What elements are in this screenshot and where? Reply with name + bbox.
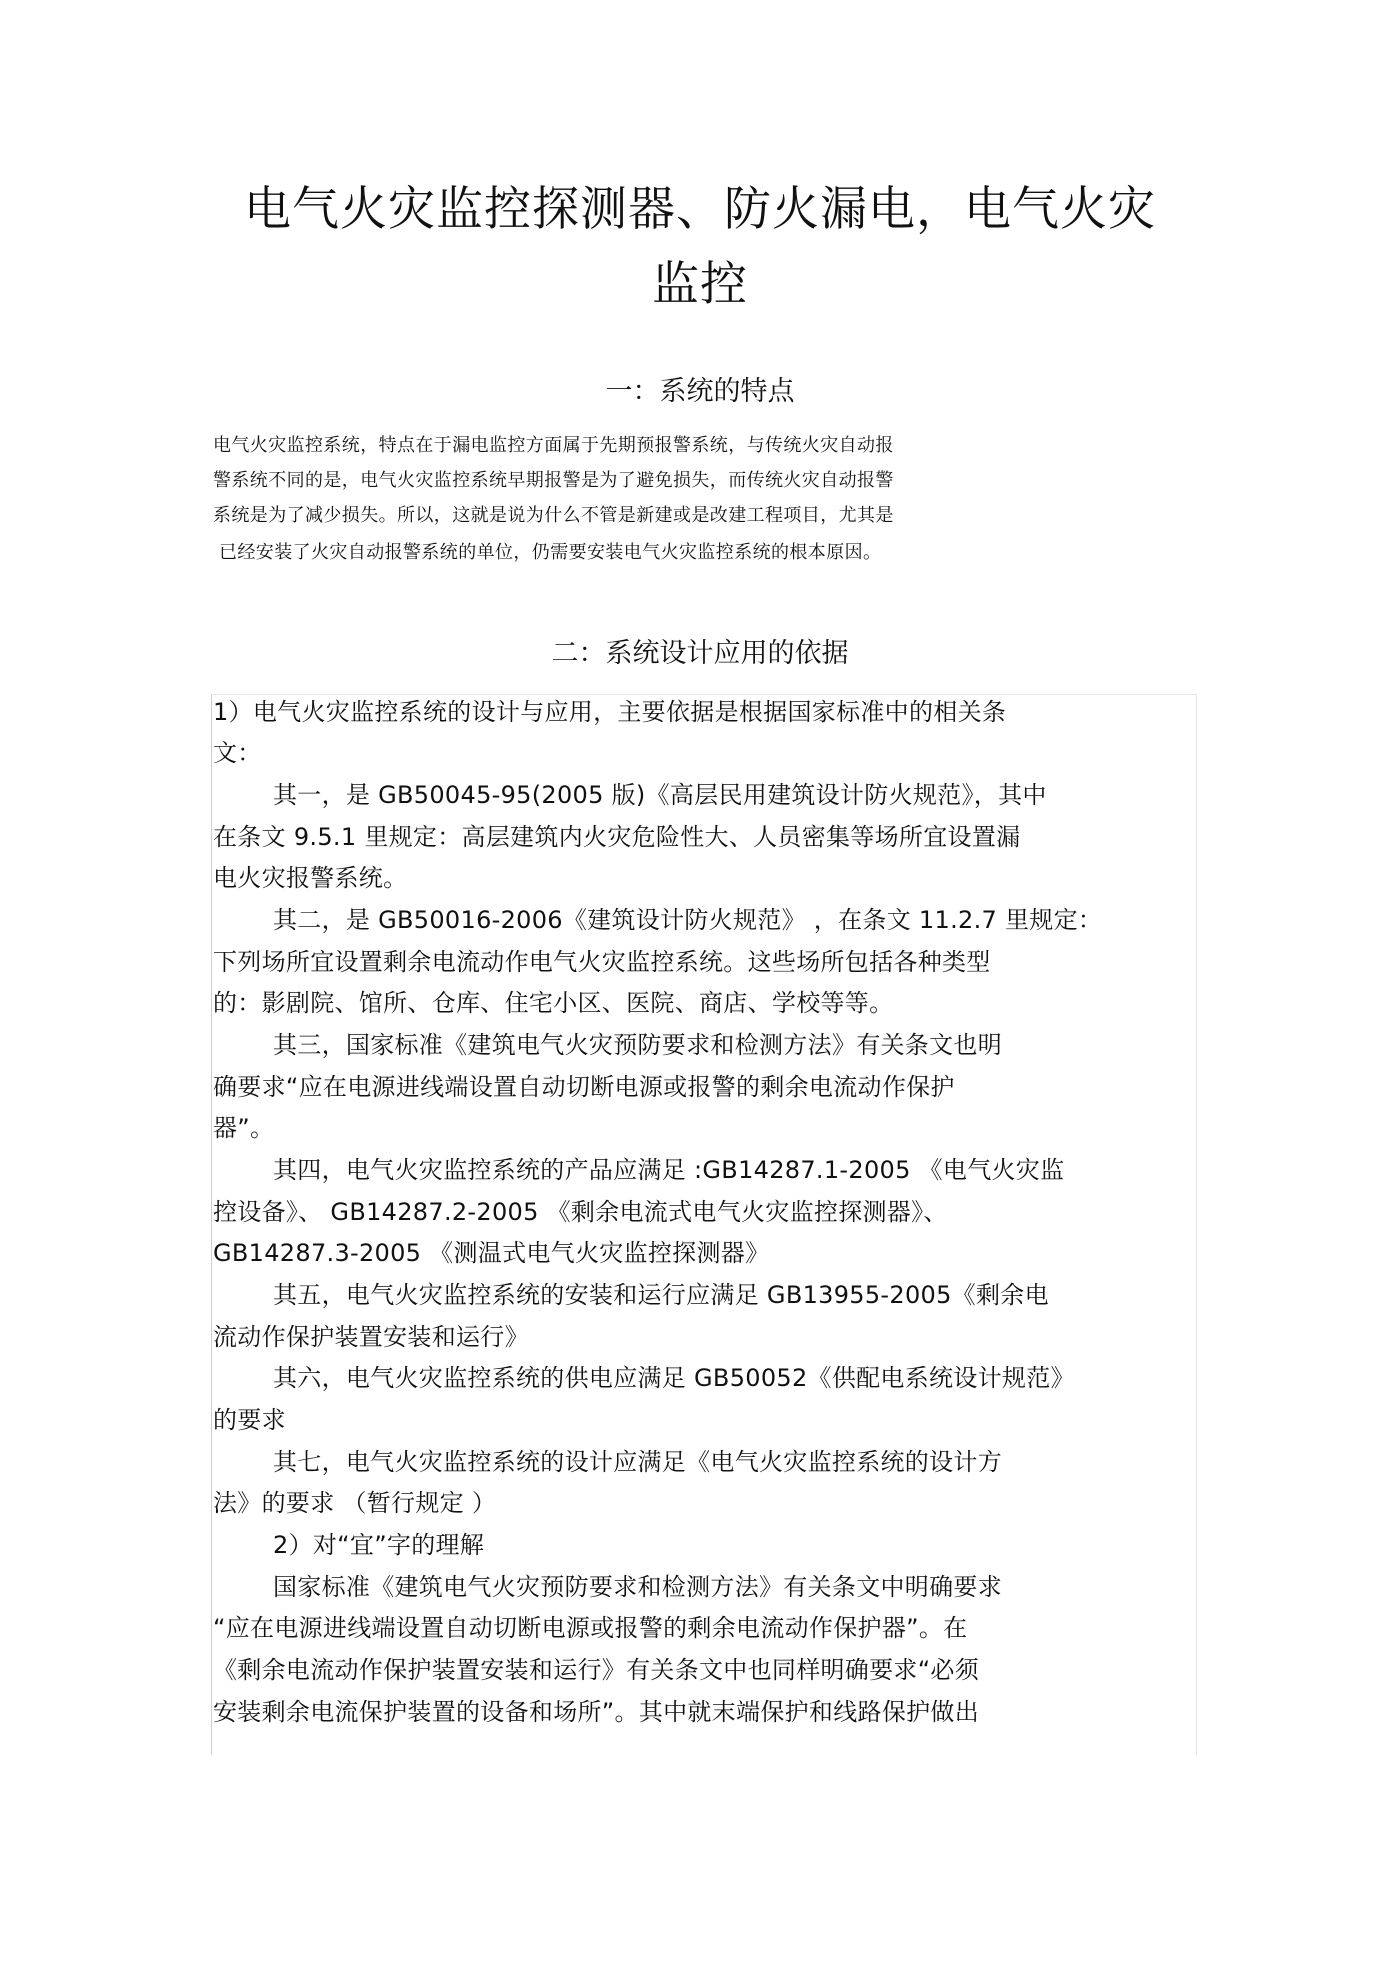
- section-2-text-line: 流动作保护装置安装和运行》: [213, 1323, 529, 1351]
- section-2-text-line: 下列场所宜设置剩余电流动作电气火灾监控系统。这些场所包括各种类型: [213, 948, 991, 976]
- section-1-paragraph-line: 系统是为了减少损失。所以，这就是说为什么不管是新建或是改建工程项目，尤其是: [213, 505, 894, 526]
- section-1-paragraph-line: 电气火灾监控系统，特点在于漏电监控方面属于先期预报警系统，与传统火灾自动报: [213, 435, 894, 456]
- section-2-text-line: 文：: [213, 739, 262, 767]
- section-2-text-line: 其三，国家标准《建筑电气火灾预防要求和检测方法》有关条文也明: [273, 1031, 1002, 1059]
- section-1-paragraph-line: 已经安装了火灾自动报警系统的单位，仍需要安装电气火灾监控系统的根本原因。: [219, 542, 882, 563]
- section-2-text-line: 电火灾报警系统。: [213, 864, 408, 892]
- section-2-text-line: 安装剩余电流保护装置的设备和场所”。其中就末端保护和线路保护做出: [213, 1698, 980, 1726]
- section-1-heading: 一：系统的特点: [605, 376, 795, 407]
- section-2-text-line: 《剩余电流动作保护装置安装和运行》有关条文中也同样明确要求“必须: [213, 1656, 980, 1684]
- section-2-text-line: 其七，电气火灾监控系统的设计应满足《电气火灾监控系统的设计方: [273, 1448, 1002, 1476]
- section-2-text-line: 1）电气火灾监控系统的设计与应用，主要依据是根据国家标准中的相关条: [213, 698, 1007, 726]
- section-2-text-line: 的：影剧院、馆所、仓库、住宅小区、医院、商店、学校等等。: [213, 989, 894, 1017]
- section-2-text-line: 法》的要求 （暂行规定 ）: [213, 1489, 497, 1517]
- section-2-heading: 二：系统设计应用的依据: [551, 638, 849, 669]
- section-2-text-line: 的要求: [213, 1406, 286, 1434]
- section-2-text-line: 确要求“应在电源进线端设置自动切断电源或报警的剩余电流动作保护: [213, 1073, 955, 1101]
- section-2-text-line: “应在电源进线端设置自动切断电源或报警的剩余电流动作保护器”。在: [213, 1614, 968, 1642]
- section-2-text-line: GB14287.3-2005 《测温式电气火灾监控探测器》: [213, 1239, 770, 1267]
- document-title-line-1: 电气火灾监控探测器、防火漏电，电气火灾: [244, 182, 1156, 237]
- section-2-text-line: 控设备》、 GB14287.2-2005 《剩余电流式电气火灾监控探测器》、: [213, 1198, 948, 1226]
- section-1-paragraph-line: 警系统不同的是，电气火灾监控系统早期报警是为了避免损失，而传统火灾自动报警: [213, 470, 894, 491]
- section-2-text-line: 其一，是 GB50045-95(2005 版)《高层民用建筑设计防火规范》，其中: [273, 781, 1047, 809]
- section-2-text-line: 国家标准《建筑电气火灾预防要求和检测方法》有关条文中明确要求: [273, 1573, 1002, 1601]
- section-2-text-line: 2）对“宜”字的理解: [273, 1531, 485, 1559]
- section-2-text-line: 器”。: [213, 1114, 275, 1142]
- document-title-line-2: 监控: [652, 257, 748, 312]
- section-2-text-line: 在条文 9.5.1 里规定：高层建筑内火灾危险性大、人员密集等场所宜设置漏: [213, 823, 1021, 851]
- section-2-text-line: 其四，电气火灾监控系统的产品应满足 :GB14287.1-2005 《电气火灾监: [273, 1156, 1065, 1184]
- section-2-text-line: 其五，电气火灾监控系统的安装和运行应满足 GB13955-2005《剩余电: [273, 1281, 1049, 1309]
- section-2-text-line: 其二，是 GB50016-2006《建筑设计防火规范》 ，在条文 11.2.7 里规定：: [273, 906, 1103, 934]
- section-2-text-line: 其六，电气火灾监控系统的供电应满足 GB50052《供配电系统设计规范》: [273, 1364, 1075, 1392]
